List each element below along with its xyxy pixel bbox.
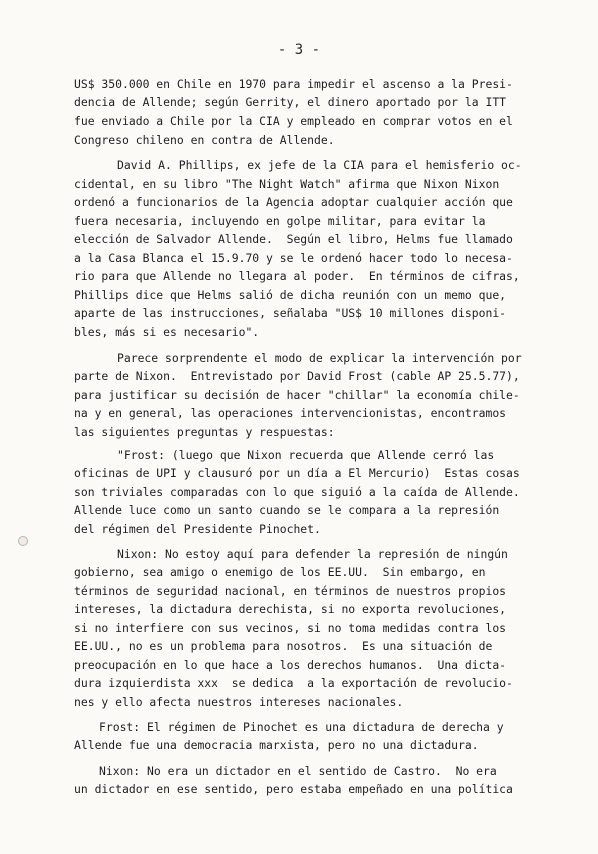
text-line: bles, más si es necesario". xyxy=(74,325,260,339)
text-line: parte de Nixon. Entrevistado por David Frost (cable AP 25.5.77), xyxy=(74,369,520,383)
text-line: cidental, en su libro "The Night Watch" afirma que Nixon Nixon xyxy=(74,177,500,191)
text-line: intereses, la dictadura derechista, si no exporta revoluciones, xyxy=(74,602,507,616)
text-line: nes y ello afecta nuestros intereses nacionales. xyxy=(74,695,404,709)
text-line: rio para que Allende no llegara al poder. En términos de cifras, xyxy=(74,269,520,283)
text-line: elección de Salvador Allende. Según el libro, Helms fue llamado xyxy=(74,232,513,246)
text-line: "Frost: (luego que Nixon recuerda que Allende cerró las xyxy=(117,448,495,462)
text-line: EE.UU., no es un problema para nosotros. Es una situación de xyxy=(74,639,493,653)
text-line: Parece sorprendente el modo de explicar la intervención por xyxy=(117,351,522,365)
text-line: a la Casa Blanca el 15.9.70 y se le ordenó hacer todo lo necesa- xyxy=(74,251,513,265)
text-line: gobierno, sea amigo o enemigo de los EE.UU. Sin embargo, en xyxy=(74,565,486,579)
text-line: fuera necesaria, incluyendo en golpe militar, para evitar la xyxy=(74,214,486,228)
text-line: son triviales comparadas con lo que siguió a la caída de Allende. xyxy=(74,485,520,499)
text-line: Allende fue una democracia marxista, pero no una dictadura. xyxy=(74,738,479,752)
text-line: términos de seguridad nacional, en términos de nuestros propios xyxy=(74,584,507,598)
text-line: si no interfiere con sus vecinos, si no toma medidas contra los xyxy=(74,621,507,635)
text-line: dura izquierdista xxx se dedica a la exportación de revolucio- xyxy=(74,676,513,690)
text-line: un dictador en ese sentido, pero estaba empeñado en una política xyxy=(74,782,513,796)
text-line: aparte de las instrucciones, señalaba "US$ 10 millones disponi- xyxy=(74,306,507,320)
page-number: - 3 - xyxy=(277,42,321,58)
text-line: na y en general, las operaciones intervencionistas, encontramos xyxy=(74,406,507,420)
text-line: Congreso chileno en contra de Allende. xyxy=(74,133,335,147)
text-line: fue enviado a Chile por la CIA y empleado en comprar votos en el xyxy=(74,114,513,128)
text-line: Frost: El régimen de Pinochet es una dictadura de derecha y xyxy=(99,720,504,734)
text-line: US$ 350.000 en Chile en 1970 para impedir el ascenso a la Presi- xyxy=(74,77,513,91)
punch-hole-mark xyxy=(18,536,28,546)
text-line: del régimen del Presidente Pinochet. xyxy=(74,522,321,536)
text-line: Nixon: No estoy aquí para defender la represión de ningún xyxy=(117,547,508,561)
text-line: David A. Phillips, ex jefe de la CIA para el hemisferio oc- xyxy=(117,158,522,172)
text-line: dencia de Allende; según Gerrity, el dinero aportado por la ITT xyxy=(74,95,507,109)
text-line: Allende luce como un santo cuando se le compara a la represión xyxy=(74,503,500,517)
text-line: las siguientes preguntas y respuestas: xyxy=(74,425,335,439)
text-line: ordenó a funcionarios de la Agencia adoptar cualquier acción que xyxy=(74,195,513,209)
text-line: oficinas de UPI y clausuró por un día a El Mercurio) Estas cosas xyxy=(74,466,520,480)
text-line: para justificar su decisión de hacer "chillar" la economía chile- xyxy=(74,388,520,402)
text-line: preocupación en lo que hace a los derechos humanos. Una dicta- xyxy=(74,658,507,672)
text-line: Nixon: No era un dictador en el sentido de Castro. No era xyxy=(99,764,497,778)
text-line: Phillips dice que Helms salió de dicha reunión con un memo que, xyxy=(74,288,507,302)
